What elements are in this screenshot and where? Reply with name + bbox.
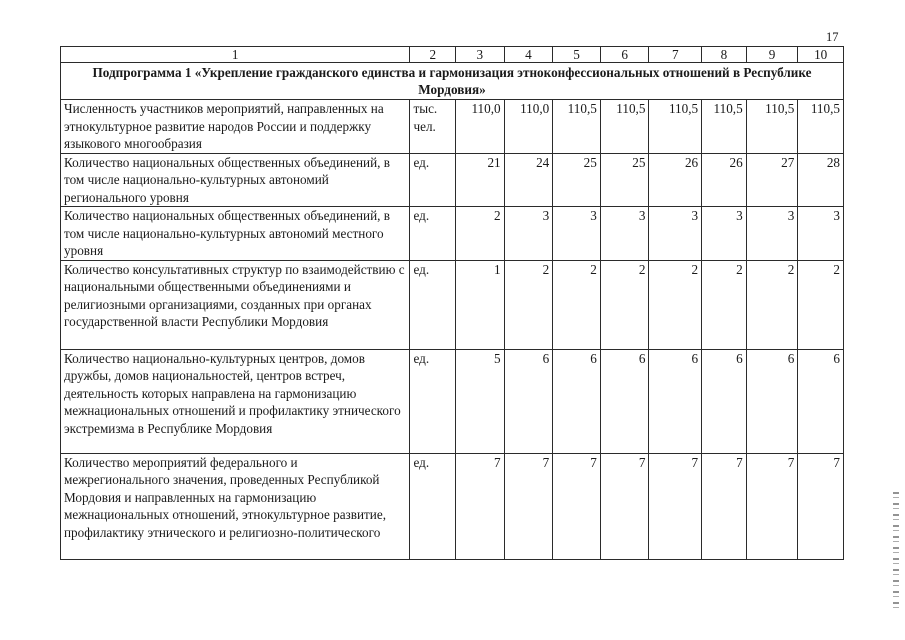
subprogram-row [61, 63, 844, 100]
value-cell: 2 [456, 207, 505, 261]
value-cell: 7 [649, 453, 702, 559]
value-cell: 3 [649, 207, 702, 261]
value-cell: 2 [649, 260, 702, 349]
value-cell: 7 [702, 453, 747, 559]
indicators-table [60, 46, 844, 560]
table-row [61, 100, 844, 154]
column-number: 3 [456, 47, 505, 63]
value-cell: 26 [649, 153, 702, 207]
value-cell: 5 [456, 349, 505, 453]
value-cell: 6 [702, 349, 747, 453]
value-cell: 2 [746, 260, 798, 349]
indicator-text: Количество мероприятий федерального и межрегионального значения, проведенных Республикой Мордовия и направленных на гармонизацию межнациональных отношений, этнокультурное развитие, профилактику этнического и религиозно-политического [64, 454, 387, 540]
table-row [61, 453, 844, 559]
value-cell: 1 [456, 260, 505, 349]
value-cell: 2 [504, 260, 553, 349]
value-cell: 2 [702, 260, 747, 349]
indicator-name: Количество национально-культурных центров, домов дружбы, домов национальностей, центров встреч, деятельность которых направлена на гармонизацию межнациональных отношений и профилактику этнического экстремизма в Республике Мордовия [61, 349, 410, 453]
scan-edge-artifact [893, 492, 899, 612]
value-cell: 28 [798, 153, 844, 207]
value-cell: 110,5 [553, 100, 601, 154]
value-cell: 3 [504, 207, 553, 261]
value-cell: 25 [553, 153, 601, 207]
unit-cell: ед. [410, 453, 456, 559]
column-number: 2 [410, 47, 456, 63]
column-number: 9 [746, 47, 798, 63]
value-cell: 7 [553, 453, 601, 559]
indicator-name: Количество национальных общественных объединений, в том числе национально-культурных автономий регионального уровня [61, 153, 410, 207]
value-cell: 6 [553, 349, 601, 453]
value-cell: 7 [504, 453, 553, 559]
value-cell: 3 [798, 207, 844, 261]
value-cell: 24 [504, 153, 553, 207]
value-cell: 3 [702, 207, 747, 261]
value-cell: 6 [504, 349, 553, 453]
value-cell: 110,5 [649, 100, 702, 154]
value-cell: 110,5 [798, 100, 844, 154]
indicator-name [61, 453, 410, 559]
value-cell: 7 [798, 453, 844, 559]
column-number-row [61, 47, 844, 63]
value-cell: 2 [553, 260, 601, 349]
value-cell: 7 [600, 453, 649, 559]
table-row [61, 349, 844, 453]
column-number: 1 [61, 47, 410, 63]
value-cell: 110,5 [746, 100, 798, 154]
unit-cell: тыс. чел. [410, 100, 456, 154]
value-cell: 6 [746, 349, 798, 453]
value-cell: 110,0 [456, 100, 505, 154]
indicator-name: Количество консультативных структур по взаимодействию с национальными общественными объединениями и религиозными организациями, созданных при органах государственной власти Республики Мордовия [61, 260, 410, 349]
page-number: 17 [826, 30, 839, 44]
value-cell: 27 [746, 153, 798, 207]
indicator-name: Количество национальных общественных объединений, в том числе национально-культурных автономий местного уровня [61, 207, 410, 261]
indicator-name: Численность участников мероприятий, направленных на этнокультурное развитие народов России и поддержку языкового многообразия [61, 100, 410, 154]
column-number: 5 [553, 47, 601, 63]
table-row [61, 207, 844, 261]
value-cell: 110,5 [702, 100, 747, 154]
value-cell: 2 [600, 260, 649, 349]
value-cell: 3 [746, 207, 798, 261]
value-cell: 25 [600, 153, 649, 207]
column-number: 10 [798, 47, 844, 63]
value-cell: 6 [798, 349, 844, 453]
unit-cell: ед. [410, 349, 456, 453]
value-cell: 110,5 [600, 100, 649, 154]
column-number: 4 [504, 47, 553, 63]
unit-cell: ед. [410, 207, 456, 261]
column-number: 7 [649, 47, 702, 63]
value-cell: 3 [553, 207, 601, 261]
value-cell: 6 [649, 349, 702, 453]
value-cell: 3 [600, 207, 649, 261]
value-cell: 6 [600, 349, 649, 453]
subprogram-title: Подпрограмма 1 «Укрепление гражданского единства и гармонизация этноконфессиональных отношений в Республике Мордовия» [61, 63, 844, 100]
value-cell: 2 [798, 260, 844, 349]
unit-cell: ед. [410, 153, 456, 207]
value-cell: 110,0 [504, 100, 553, 154]
column-number: 8 [702, 47, 747, 63]
table-row [61, 153, 844, 207]
value-cell: 7 [746, 453, 798, 559]
value-cell: 21 [456, 153, 505, 207]
value-cell: 7 [456, 453, 505, 559]
table-row [61, 260, 844, 349]
value-cell: 26 [702, 153, 747, 207]
unit-cell: ед. [410, 260, 456, 349]
column-number: 6 [600, 47, 649, 63]
